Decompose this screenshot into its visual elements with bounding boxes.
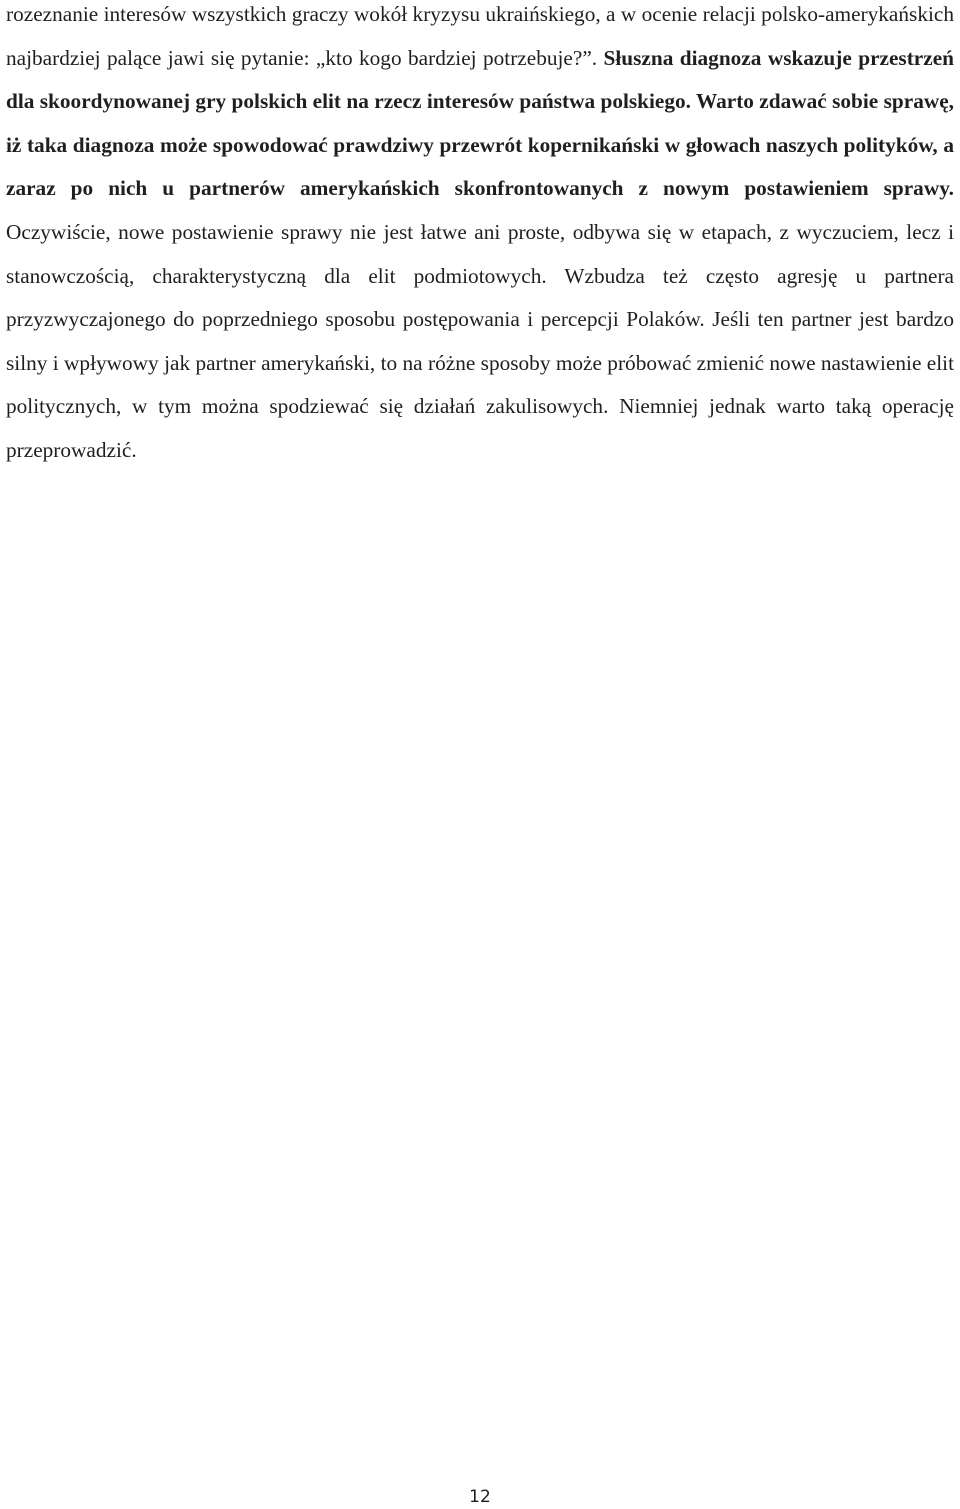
paragraph-text-regular-start: rozeznanie interesów wszystkich graczy wokół kryzysu ukraińskiego, a w ocenie relacji polsko-amerykańskich najbardziej palące jawi się pytanie: „kto kogo bardziej potrzebuje?”.	[6, 2, 954, 70]
paragraph-text-regular-end: Oczywiście, nowe postawienie sprawy nie jest łatwe ani proste, odbywa się w etapach, z wyczuciem, lecz i stanowczością, charakterystyczną dla elit podmiotowych. Wzbudza też często agresję u partnera przyzwyczajonego do poprzedniego sposobu postępowania i percepcji Polaków. Jeśli ten partner jest bardzo silny i wpływowy jak partner amerykański, to na różne sposoby może próbować zmienić nowe nastawienie elit politycznych, w tym można spodziewać się działań zakulisowych. Niemniej jednak warto taką operację przeprowadzić.	[6, 219, 954, 462]
paragraph-text-bold: Słuszna diagnoza wskazuje przestrzeń dla skoordynowanej gry polskich elit na rzecz interesów państwa polskiego. Warto zdawać sobie sprawę, iż taka diagnoza może spowodować prawdziwy przewrót kopernikański w głowach naszych polityków, a zaraz po nich u partnerów amerykańskich skonfrontowanych z nowym postawieniem sprawy.	[6, 45, 955, 201]
page-number: 12	[469, 1487, 491, 1507]
body-paragraph	[6, 0, 954, 473]
